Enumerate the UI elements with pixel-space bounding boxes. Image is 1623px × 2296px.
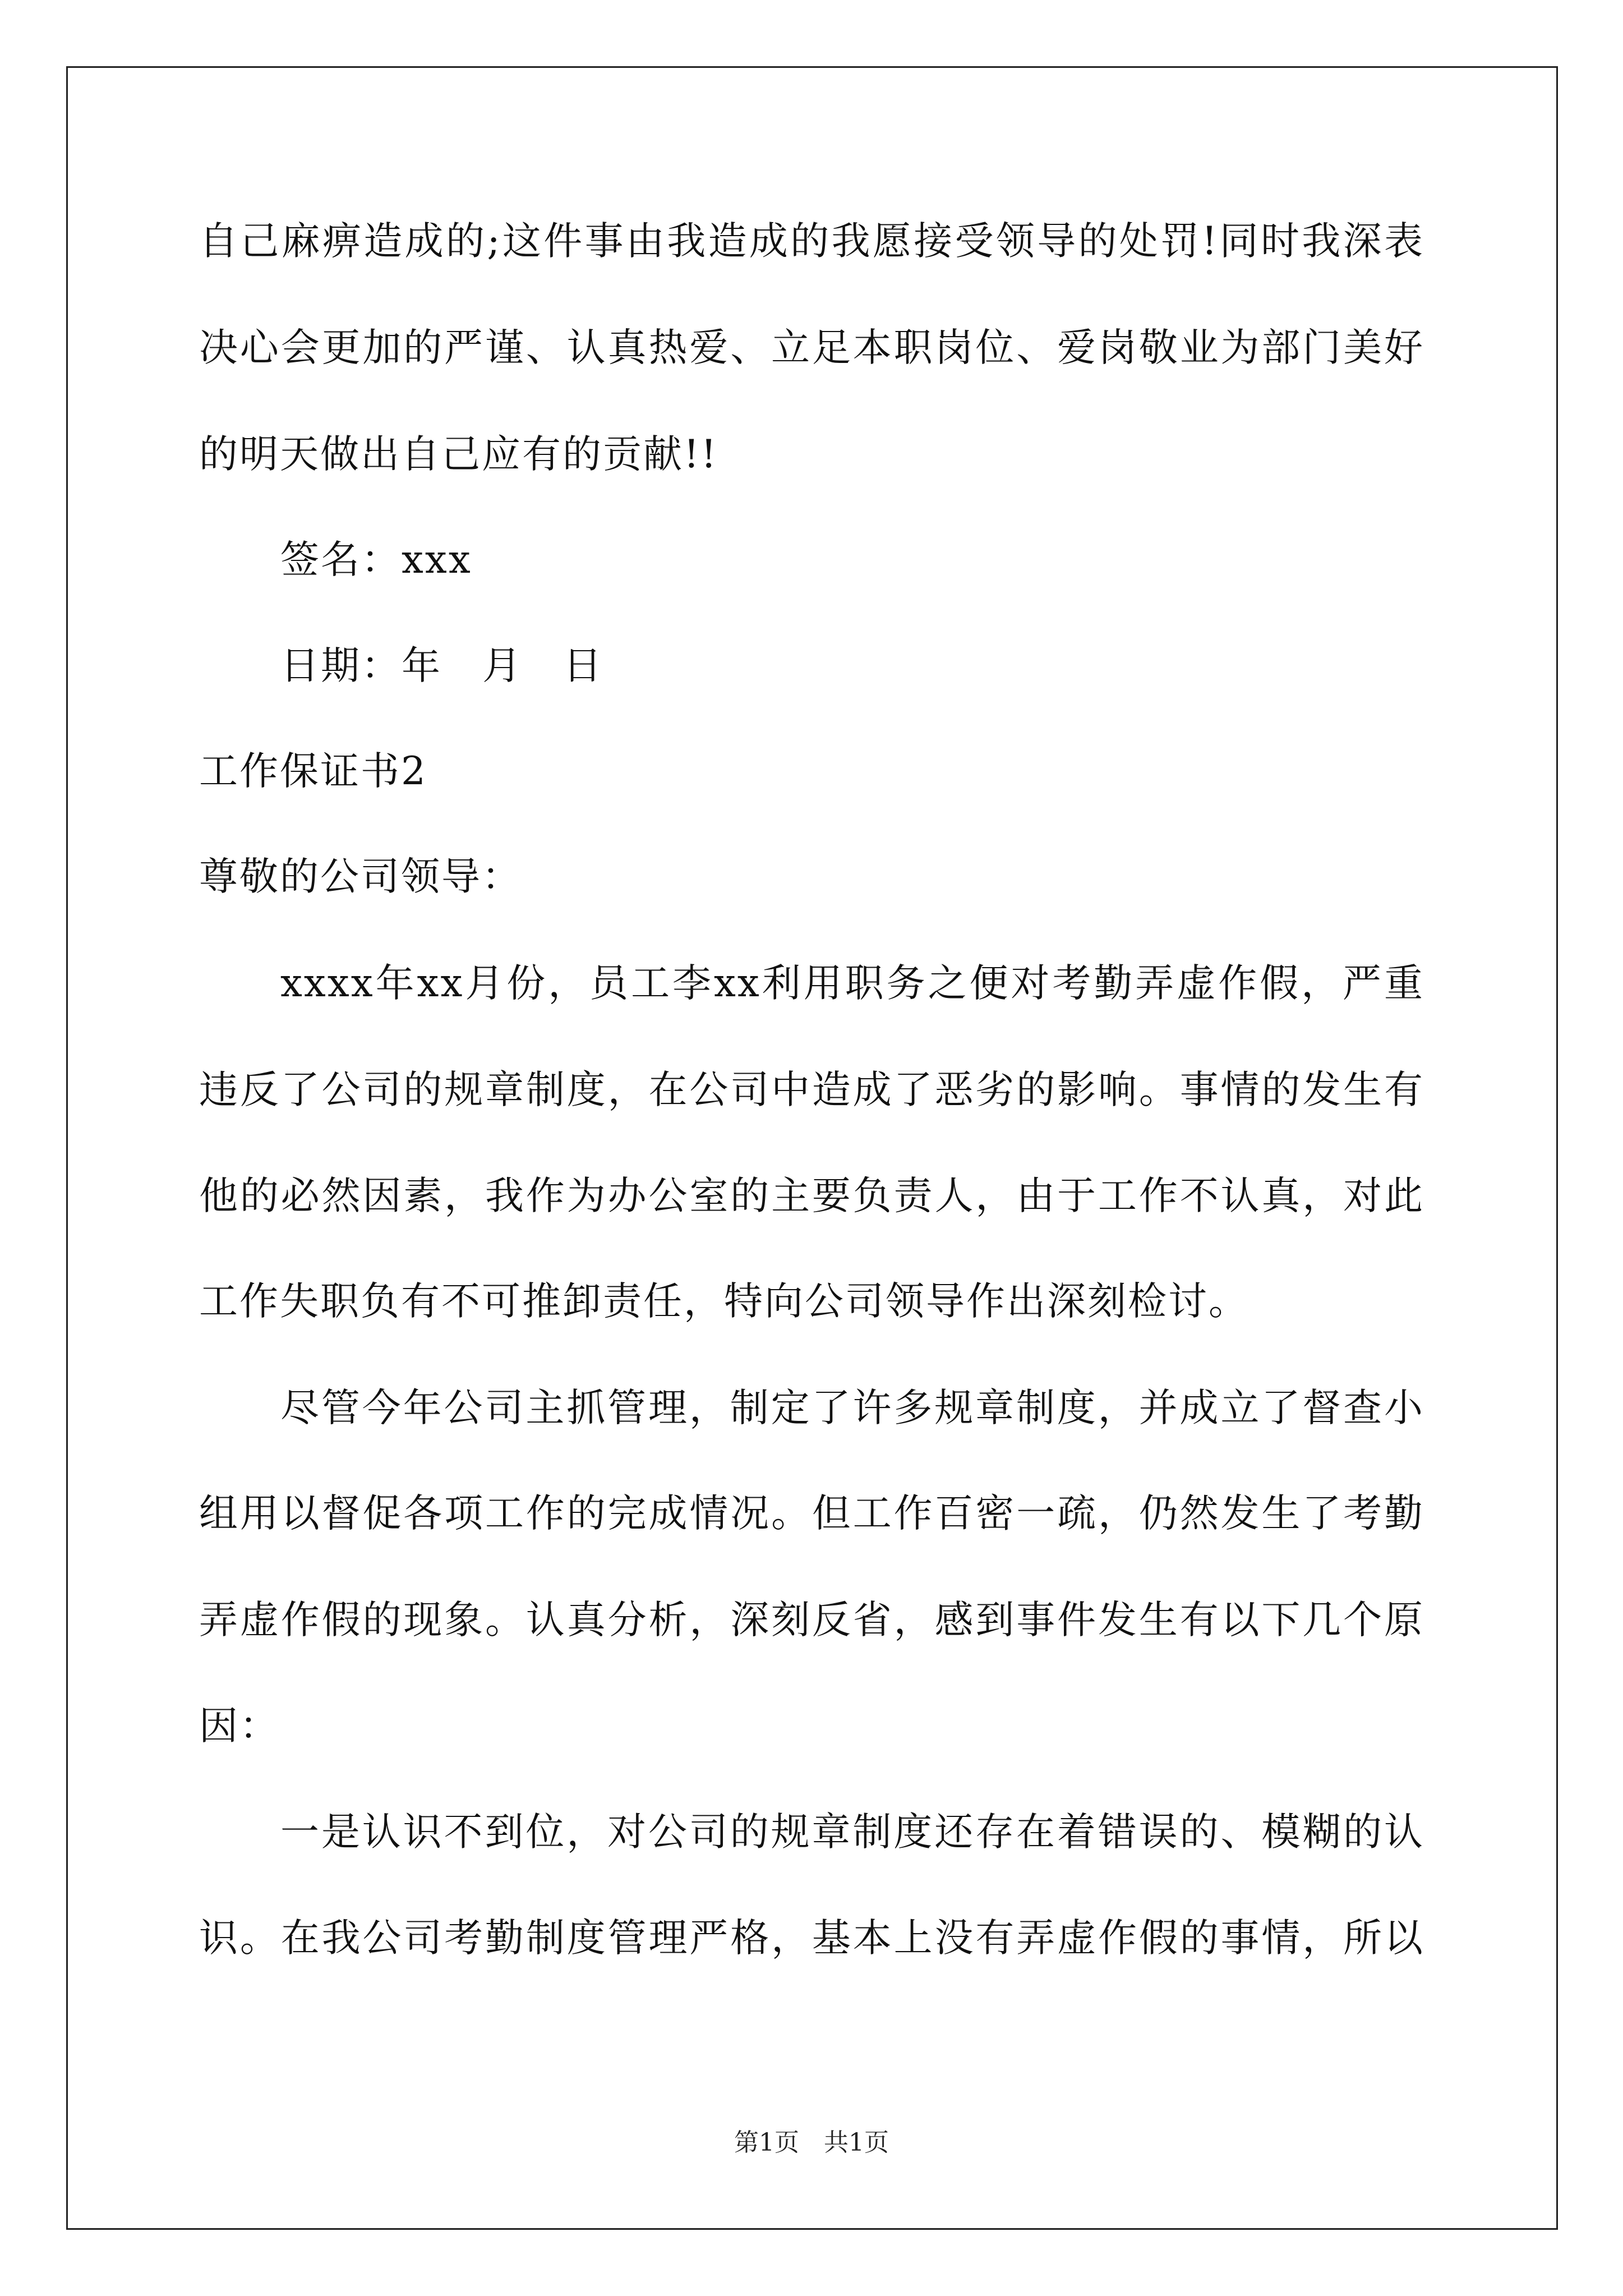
- salutation: 尊敬的公司领导：: [199, 854, 522, 899]
- page-footer: 第1页 共1页: [734, 2128, 889, 2157]
- signature-line: 签名：xxx: [280, 537, 472, 582]
- paragraph-line: 工作失职负有不可推卸责任，特向公司领导作出深刻检讨。: [199, 1279, 1249, 1324]
- paragraph-line: 决心会更加的严谨、认真热爱、立足本职岗位、爱岗敬业为部门美好: [199, 325, 1424, 370]
- paragraph-line: 的明天做出自己应有的贡献!!: [199, 432, 718, 477]
- page-border: [66, 66, 1558, 2230]
- paragraph-line: 识。在我公司考勤制度管理严格，基本上没有弄虚作假的事情，所以: [199, 1916, 1424, 1961]
- paragraph-line: xxxx年xx月份，员工李xx利用职务之便对考勤弄虚作假，严重: [280, 961, 1424, 1006]
- paragraph-line: 尽管今年公司主抓管理，制定了许多规章制度，并成立了督查小: [280, 1386, 1424, 1430]
- section-title: 工作保证书2: [199, 749, 427, 794]
- paragraph-line: 违反了公司的规章制度，在公司中造成了恶劣的影响。事情的发生有: [199, 1068, 1424, 1112]
- date-line: 日期：年 月 日: [280, 643, 603, 688]
- paragraph-line: 他的必然因素，我作为办公室的主要负责人，由于工作不认真，对此: [199, 1174, 1424, 1218]
- paragraph-line: 弄虚作假的现象。认真分析，深刻反省，感到事件发生有以下几个原: [199, 1598, 1424, 1642]
- paragraph-line: 一是认识不到位，对公司的规章制度还存在着错误的、模糊的认: [280, 1810, 1424, 1855]
- paragraph-line: 组用以督促各项工作的完成情况。但工作百密一疏，仍然发生了考勤: [199, 1491, 1424, 1536]
- paragraph-line: 自己麻痹造成的;这件事由我造成的我愿接受领导的处罚!同时我深表: [199, 219, 1424, 264]
- paragraph-line: 因：: [199, 1704, 280, 1749]
